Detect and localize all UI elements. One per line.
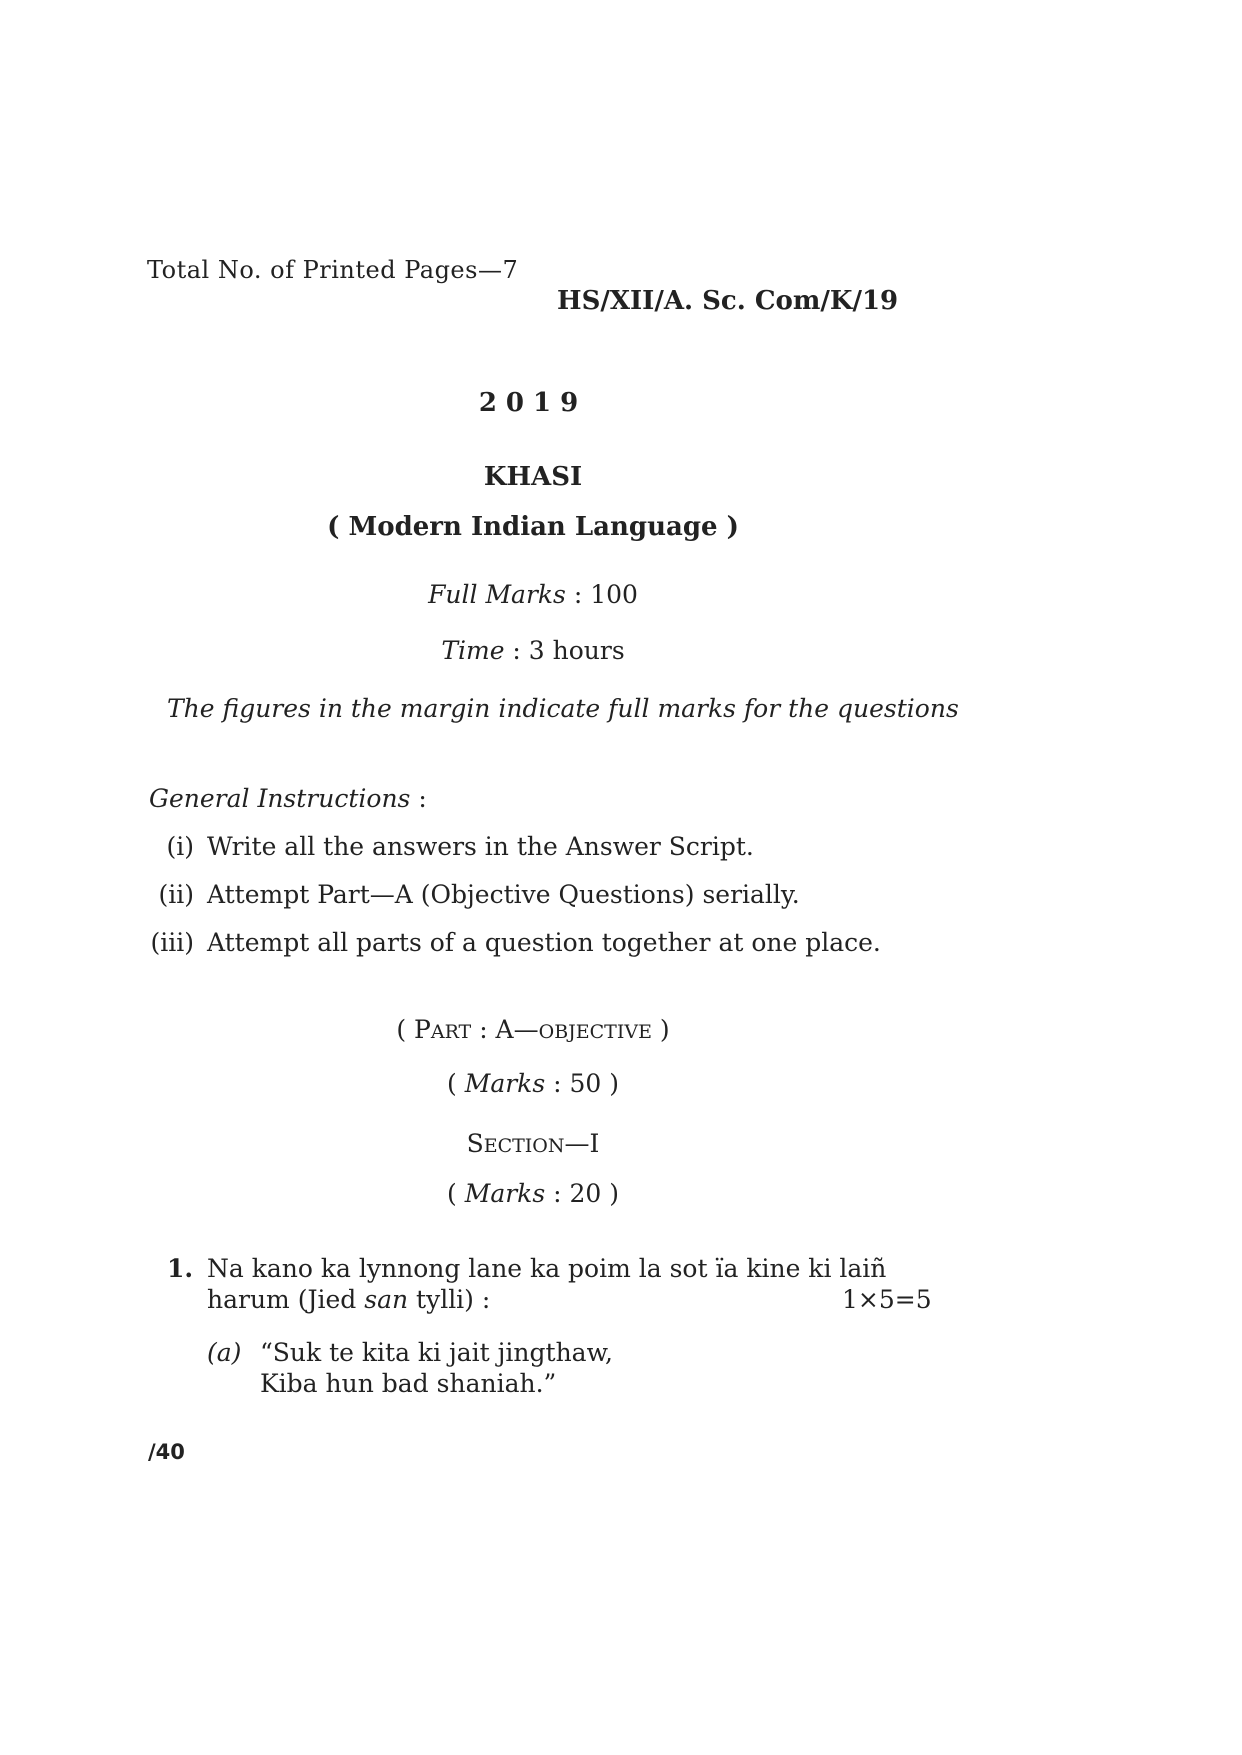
section-word-initial: S: [466, 1129, 484, 1158]
question-text-line: [207, 1285, 490, 1314]
instruction-number: (ii): [158, 880, 194, 909]
full-marks: [428, 580, 638, 609]
paper-code: HS/XII/A. Sc. Com/K/19: [557, 286, 899, 316]
part-marks-value: : 50 ): [545, 1069, 619, 1098]
general-instructions-colon: :: [410, 784, 427, 813]
part-word-initial: P: [414, 1015, 431, 1044]
exam-year: 2019: [478, 388, 588, 418]
section-word-rest: ECTION: [483, 1135, 565, 1157]
general-instructions-label: General Instructions: [149, 784, 411, 813]
subject-title: KHASI: [483, 462, 583, 492]
full-marks-label: Full Marks: [428, 580, 566, 609]
question-text-italic: san: [364, 1285, 409, 1314]
part-close-paren: ): [651, 1015, 670, 1044]
instruction-number: (i): [166, 832, 194, 861]
part-letter: : A—: [471, 1015, 539, 1044]
instruction-text: Write all the answers in the Answer Script.: [207, 832, 754, 861]
section-number: —I: [564, 1129, 600, 1158]
time-value: : 3 hours: [504, 636, 625, 665]
instruction-text: Attempt Part—A (Objective Questions) serially.: [207, 880, 800, 909]
section-marks-value: : 20 ): [545, 1179, 619, 1208]
instruction-text: Attempt all parts of a question together at one place.: [207, 928, 881, 957]
section-marks: [447, 1179, 619, 1208]
part-marks: [447, 1069, 619, 1098]
part-open-paren: (: [396, 1015, 415, 1044]
sub-question-label: (a): [207, 1338, 242, 1367]
part-word-rest: ART: [430, 1021, 472, 1043]
time-label: Time: [441, 636, 505, 665]
subject-subtitle: ( Modern Indian Language ): [327, 512, 739, 542]
question-number: 1.: [167, 1254, 194, 1283]
figures-note: The figures in the margin indicate full marks for the questions: [167, 694, 959, 723]
total-printed-pages: Total No. of Printed Pages—7: [147, 256, 519, 284]
section-marks-open: (: [447, 1179, 465, 1208]
sub-question-quote-line: “Suk te kita ki jait jingthaw,: [260, 1338, 613, 1367]
part-objective-label: OBJECTIVE: [538, 1021, 652, 1043]
full-marks-value: : 100: [565, 580, 638, 609]
part-marks-open: (: [447, 1069, 465, 1098]
page-footer-code: /40: [148, 1440, 185, 1464]
question-text-post: tylli) :: [408, 1285, 491, 1314]
exam-time: [441, 636, 624, 665]
section-heading: [467, 1129, 600, 1158]
general-instructions-title: [149, 784, 427, 813]
section-marks-label: Marks: [464, 1179, 546, 1208]
question-text-line: Na kano ka lynnong lane ka poim la sot ïa kine ki laiñ: [207, 1254, 887, 1283]
instruction-number: (iii): [150, 928, 194, 957]
part-heading: [396, 1015, 669, 1044]
sub-question-quote-line: Kiba hun bad shaniah.”: [260, 1369, 557, 1398]
part-marks-label: Marks: [464, 1069, 546, 1098]
question-marks: 1×5=5: [842, 1285, 932, 1314]
question-text-pre: harum (Jied: [207, 1285, 365, 1314]
